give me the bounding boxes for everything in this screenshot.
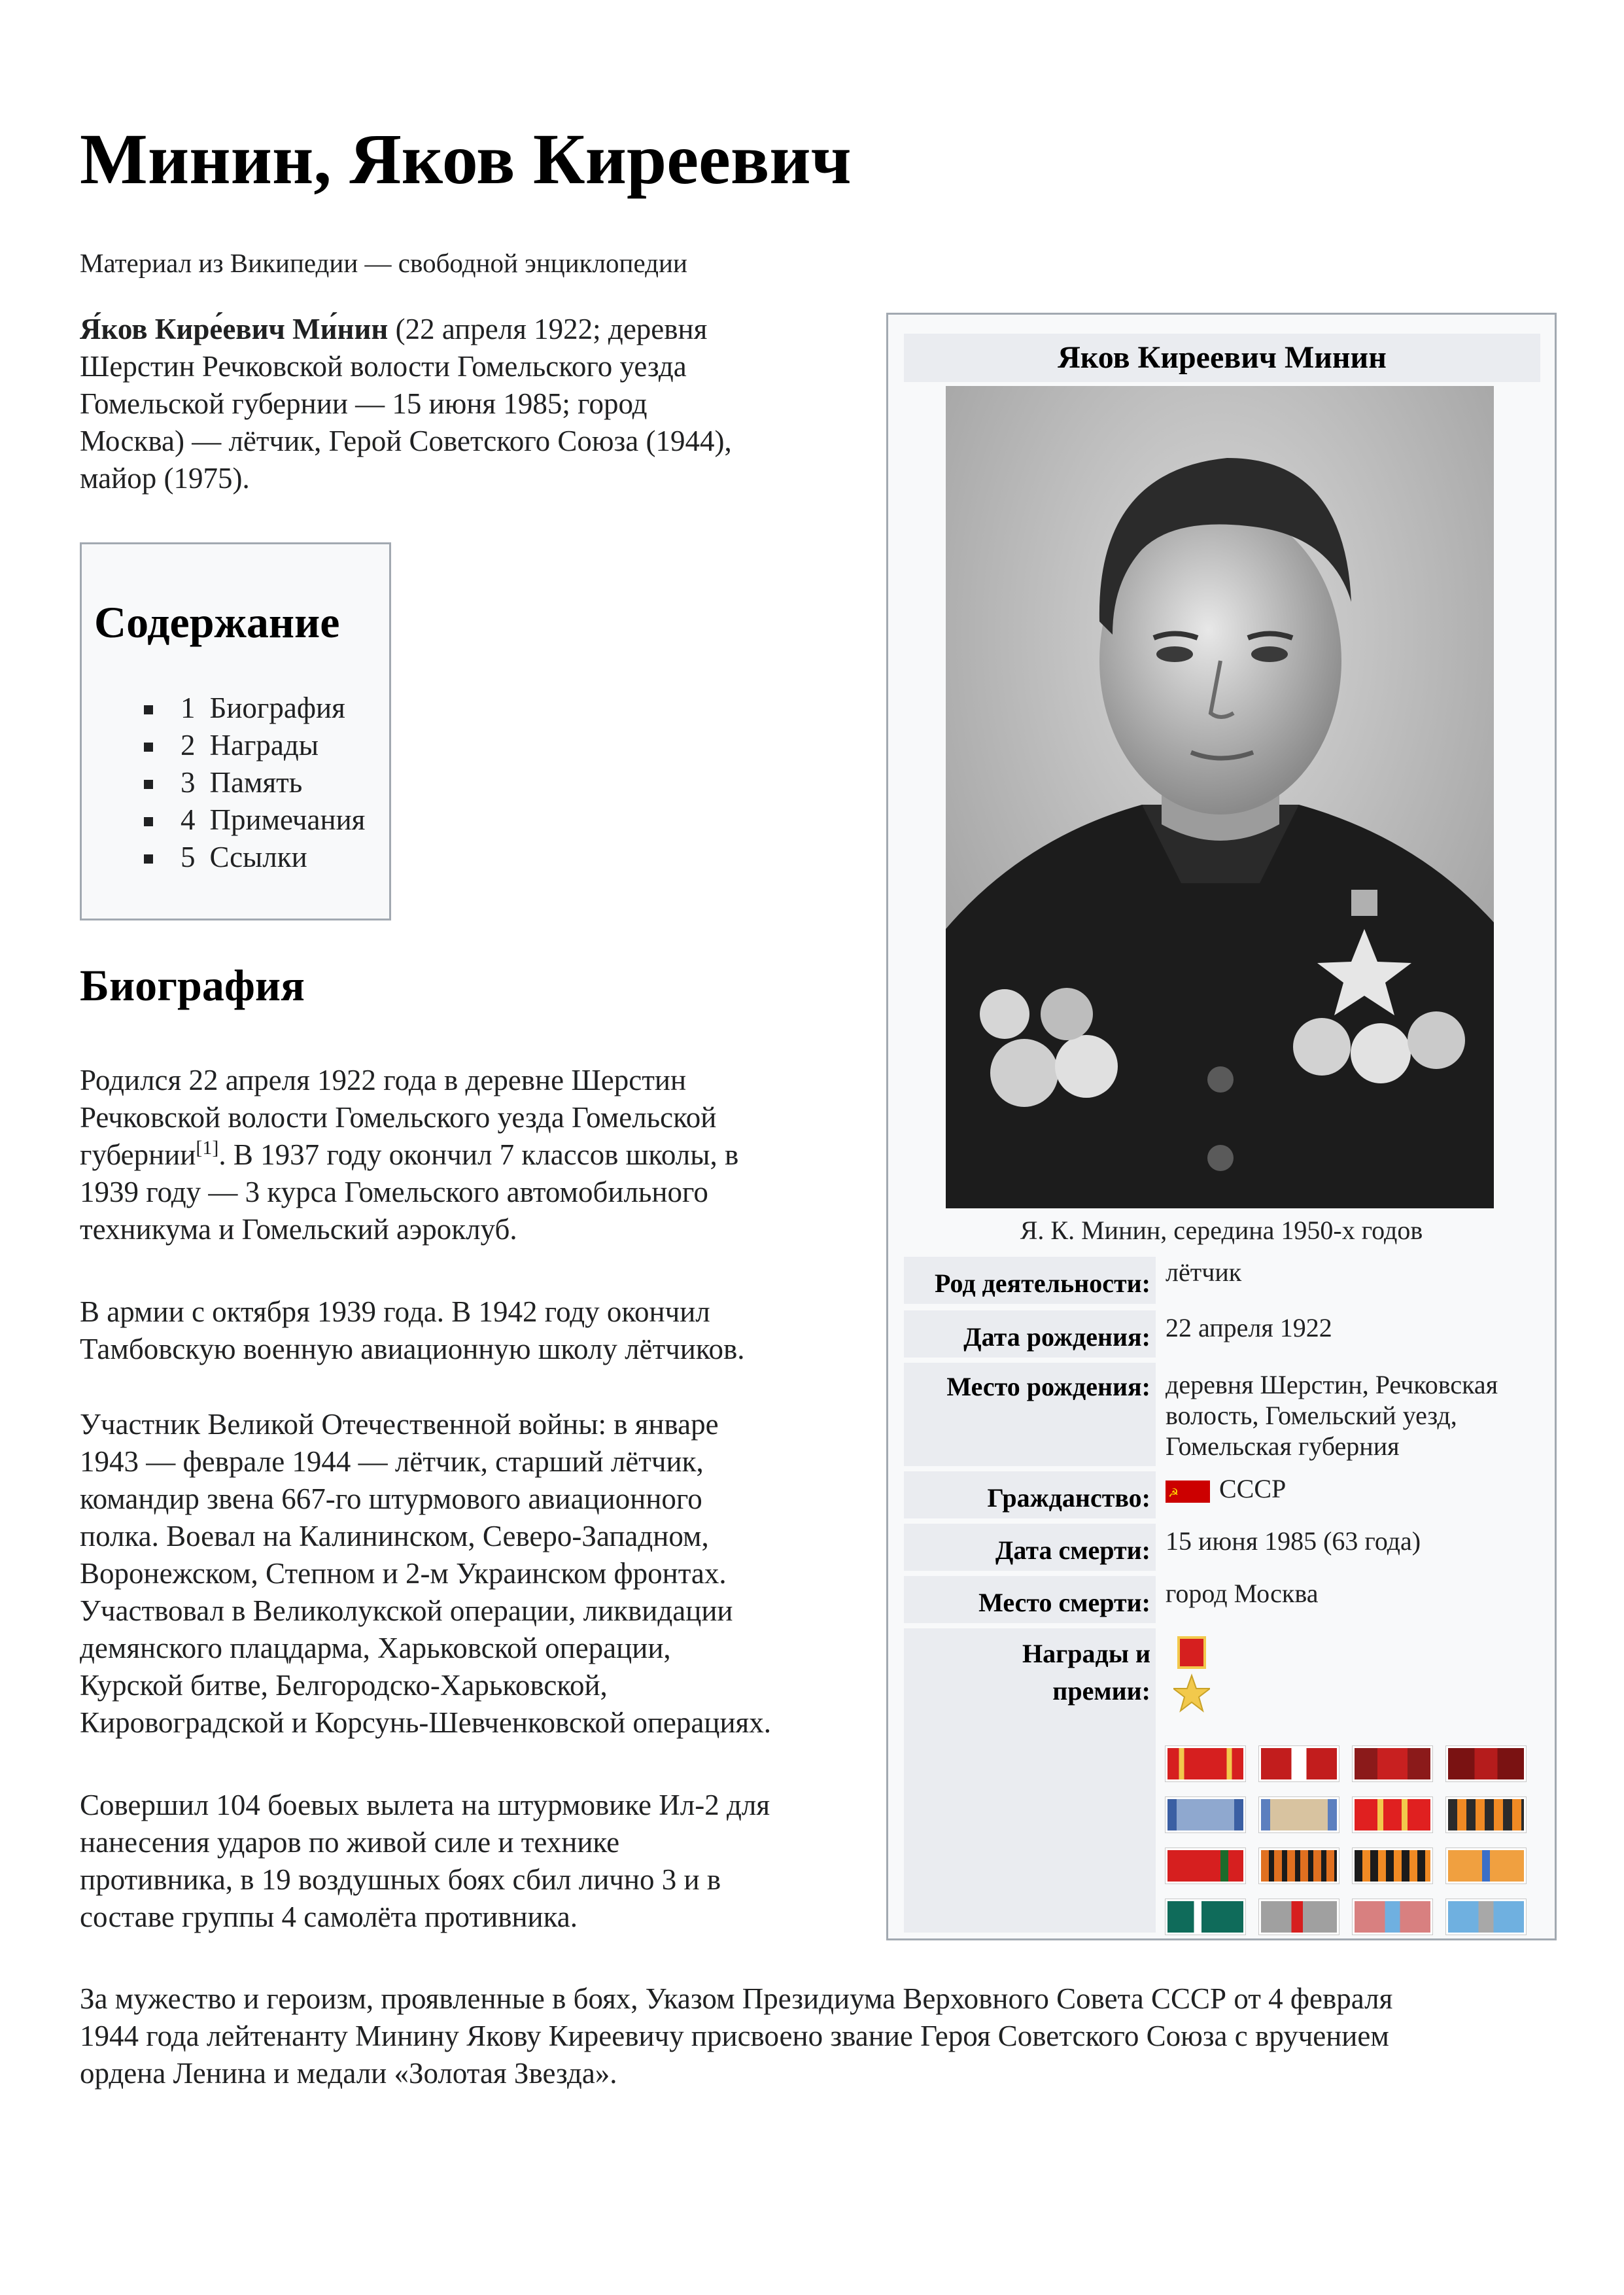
award-ribbon[interactable] [1166, 1899, 1245, 1935]
label-line: премии: [1052, 1676, 1150, 1706]
toc-list [141, 690, 365, 876]
toc-item-number: 4 [181, 803, 196, 836]
award-ribbon[interactable] [1166, 1848, 1245, 1883]
toc-item-biography[interactable] [141, 690, 365, 727]
infobox-row-death-place [904, 1576, 1540, 1623]
infobox-row-birth-date [904, 1310, 1540, 1358]
toc-title: Содержание [94, 597, 340, 647]
bullet-icon [144, 705, 153, 714]
reference-link[interactable]: [1] [196, 1137, 219, 1159]
lead-paragraph [80, 311, 732, 497]
value-line: волость, Гомельский уезд, [1166, 1401, 1457, 1430]
bio-paragraph-5 [80, 1980, 1392, 2092]
text-line: . В 1937 году окончил 7 классов школы, в [218, 1138, 739, 1171]
bullet-icon [144, 854, 153, 864]
toc-item-label[interactable]: Ссылки [209, 841, 307, 873]
bio-paragraph-4 [80, 1787, 770, 1936]
text-line: губернии [80, 1138, 196, 1171]
infobox-value-occupation[interactable]: лётчик [1166, 1257, 1242, 1287]
text-line: Воронежском, Степном и 2-м Украинском фронтах. [80, 1557, 727, 1590]
infobox-label: Дата смерти: [904, 1524, 1156, 1571]
infobox-row-citizenship [904, 1471, 1540, 1518]
table-of-contents [80, 542, 391, 920]
award-ribbon[interactable] [1353, 1797, 1432, 1832]
toc-item-memory[interactable] [141, 764, 365, 801]
award-ribbon[interactable] [1353, 1746, 1432, 1781]
lead-line: майор (1975). [80, 462, 250, 495]
bio-paragraph-2 [80, 1293, 744, 1368]
label-line: Награды и [1022, 1639, 1150, 1668]
text-line: За мужество и героизм, проявленные в боях, Указом Президиума Верховного Совета СССР от 4 февраля [80, 1982, 1393, 2015]
award-ribbon[interactable] [1353, 1848, 1432, 1883]
toc-item-label[interactable]: Примечания [209, 803, 366, 836]
infobox-row-death-date [904, 1524, 1540, 1571]
award-ribbon[interactable] [1446, 1848, 1526, 1883]
text-line: командир звена 667-го штурмового авиационного [80, 1482, 702, 1515]
toc-item-label[interactable]: Награды [209, 729, 319, 762]
infobox-row-birth-place [904, 1363, 1540, 1466]
photo-caption: Я. К. Минин, середина 1950-х годов [1020, 1216, 1423, 1245]
lead-line: (22 апреля 1922; деревня [388, 313, 708, 345]
text-line: полка. Воевал на Калининском, Северо-Западном, [80, 1520, 709, 1552]
infobox-label: Дата рождения: [904, 1310, 1156, 1358]
toc-item-label[interactable]: Биография [209, 692, 345, 724]
bio-paragraph-1 [80, 1062, 738, 1248]
infobox [886, 313, 1557, 1940]
infobox-row-occupation [904, 1257, 1540, 1304]
infobox-value-death-place[interactable]: город Москва [1166, 1579, 1319, 1608]
text-line: демянского плацдарма, Харьковской операции, [80, 1632, 671, 1664]
toc-item-number: 1 [181, 692, 196, 724]
bullet-icon [144, 743, 153, 752]
text-line: ордена Ленина и медали «Золотая Звезда». [80, 2057, 617, 2090]
text-line: противника, в 19 воздушных боях сбил лично 3 и в [80, 1863, 721, 1896]
text-line: Курской битве, Белгородско-Харьковской, [80, 1669, 608, 1702]
infobox-label: Гражданство: [904, 1471, 1156, 1518]
infobox-label: Место смерти: [904, 1576, 1156, 1623]
lead-line: Шерстин Речковской волости Гомельского уезда [80, 350, 687, 383]
award-ribbon[interactable] [1259, 1899, 1339, 1935]
infobox-value-citizenship[interactable] [1166, 1473, 1540, 1504]
award-ribbon[interactable] [1259, 1848, 1339, 1883]
toc-item-number: 2 [181, 729, 196, 762]
text-line: техникума и Гомельский аэроклуб. [80, 1213, 517, 1246]
text-line: Родился 22 апреля 1922 года в деревне Шерстин [80, 1064, 687, 1096]
text-line: Тамбовскую военную авиационную школу лётчиков. [80, 1333, 745, 1365]
text-line: 1943 — феврале 1944 — лётчик, старший лётчик, [80, 1445, 704, 1478]
award-ribbon[interactable] [1446, 1899, 1526, 1935]
infobox-label: Род деятельности: [904, 1257, 1156, 1304]
award-ribbon[interactable] [1259, 1797, 1339, 1832]
text-line: 1944 года лейтенанту Минину Якову Киреевичу присвоено звание Героя Советского Союза с вручением [80, 2020, 1389, 2052]
award-ribbon[interactable] [1446, 1797, 1526, 1832]
text-line: 1939 году — 3 курса Гомельского автомобильного [80, 1176, 708, 1208]
page-title: Минин, Яков Киреевич [80, 119, 852, 199]
infobox-label: Место рождения: [904, 1363, 1156, 1466]
text-line: составе группы 4 самолёта противника. [80, 1901, 578, 1933]
text-line: нанесения ударов по живой силе и технике [80, 1826, 620, 1859]
bullet-icon [144, 780, 153, 789]
page-subtitle: Материал из Википедии — свободной энциклопедии [80, 248, 687, 278]
value-line: Гомельская губерния [1166, 1431, 1400, 1461]
award-ribbon[interactable] [1166, 1797, 1245, 1832]
portrait-illustration [946, 386, 1494, 1208]
section-heading-biography: Биография [80, 960, 305, 1010]
bio-paragraph-3 [80, 1406, 771, 1742]
award-ribbon[interactable] [1166, 1746, 1245, 1781]
text-line: Речковской волости Гомельского уезда Гомельской [80, 1101, 717, 1134]
lead-name: Я́ков Кире́евич Ми́нин [80, 313, 389, 345]
toc-item-notes[interactable] [141, 801, 365, 839]
portrait-photo[interactable] [946, 386, 1494, 1208]
value-line: деревня Шерстин, Речковская [1166, 1370, 1498, 1399]
award-ribbon[interactable] [1353, 1899, 1432, 1935]
lead-line: Гомельской губернии — 15 июня 1985; город [80, 387, 648, 420]
toc-item-number: 3 [181, 766, 196, 799]
award-ribbon[interactable] [1446, 1746, 1526, 1781]
infobox-value-birth-date[interactable]: 22 апреля 1922 [1166, 1313, 1332, 1342]
infobox-value-death-date[interactable]: 15 июня 1985 (63 года) [1166, 1526, 1421, 1556]
infobox-title: Яков Киреевич Минин [904, 334, 1540, 382]
lead-line: Москва) — лётчик, Герой Советского Союза (1944), [80, 425, 732, 457]
toc-item-number: 5 [181, 841, 196, 873]
toc-item-links[interactable] [141, 839, 365, 876]
infobox-label [904, 1628, 1156, 1933]
text-line: Участвовал в Великолукской операции, ликвидации [80, 1594, 733, 1627]
text-line: В армии с октября 1939 года. В 1942 году окончил [80, 1295, 710, 1328]
toc-item-label[interactable]: Память [209, 766, 303, 799]
text-line: Участник Великой Отечественной войны: в январе [80, 1408, 719, 1441]
award-ribbon[interactable] [1259, 1746, 1339, 1781]
text-line: Кировоградской и Корсунь-Шевченковской операциях. [80, 1706, 771, 1739]
citizenship-text[interactable]: СССР [1219, 1474, 1287, 1503]
toc-item-awards[interactable] [141, 727, 365, 764]
text-line: Совершил 104 боевых вылета на штурмовике Ил-2 для [80, 1789, 770, 1821]
infobox-value-birth-place[interactable] [1166, 1369, 1540, 1462]
gold-star-medal-icon[interactable] [1173, 1635, 1210, 1721]
bullet-icon [144, 817, 153, 826]
ussr-flag-icon [1166, 1480, 1210, 1503]
